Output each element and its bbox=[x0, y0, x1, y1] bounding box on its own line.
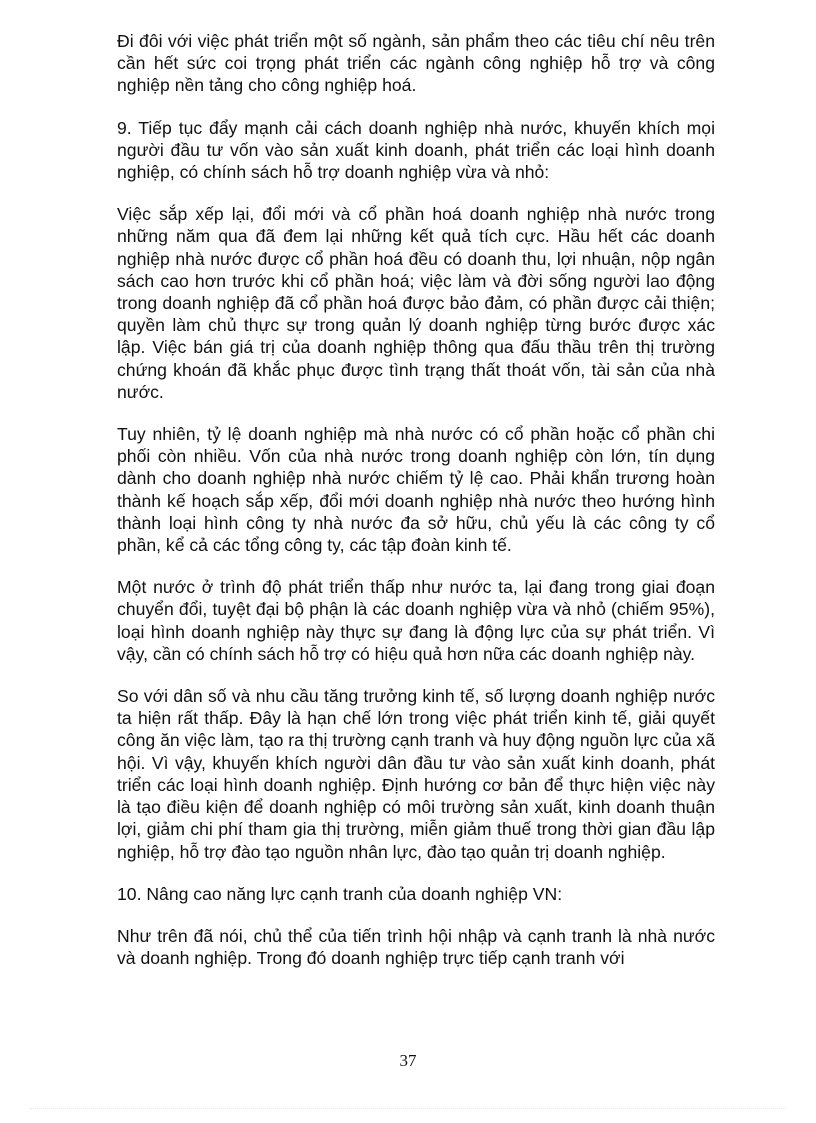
document-body bbox=[117, 30, 715, 969]
paragraph-competition: Như trên đã nói, chủ thể của tiến trình hội nhập và cạnh tranh là nhà nước và doanh nghiệp. Trong đó doanh nghiệp trực tiếp cạnh tranh với bbox=[117, 925, 715, 969]
paragraph-gap bbox=[117, 403, 715, 423]
section-10-heading: 10. Nâng cao năng lực cạnh tranh của doanh nghiệp VN: bbox=[117, 883, 563, 904]
paragraph-gap bbox=[117, 665, 715, 685]
paragraph-state-ownership: Tuy nhiên, tỷ lệ doanh nghiệp mà nhà nước có cổ phần hoặc cổ phần chi phối còn nhiều. Vốn của nhà nước trong doanh nghiệp còn lớn, tín dụng dành cho doanh nghiệp nhà nước chiếm tỷ lệ cao. Phải khẩn trương hoàn thành kế hoạch sắp xếp, đổi mới doanh nghiệp nhà nước theo hướng hình thành loại hình công ty nhà nước đa sở hữu, chủ yếu là các công ty cổ phần, kể cả các tổng công ty, các tập đoàn kinh tế. bbox=[117, 424, 715, 556]
paragraph-enterprise-count: So với dân số và nhu cầu tăng trưởng kinh tế, số lượng doanh nghiệp nước ta hiện rất thấp. Đây là hạn chế lớn trong việc phát triển kinh tế, giải quyết công ăn việc làm, tạo ra thị trường cạnh tranh và huy động nguồn lực của xã hội. Vì vậy, khuyến khích người dân đầu tư vào sản xuất kinh doanh, phát triển các loại hình doanh nghiệp. Định hướng cơ bản để thực hiện việc này là tạo điều kiện để doanh nghiệp có môi trường sản xuất, kinh doanh thuận lợi, giảm chi phí tham gia thị trường, miễn giảm thuế trong thời gian đầu lập nghiệp, hỗ trợ đào tạo nguồn nhân lực, đào tạo quản trị doanh nghiệp. bbox=[117, 686, 715, 862]
page-number: 37 bbox=[399, 1051, 417, 1070]
paragraph-gap bbox=[117, 556, 715, 576]
section-9-heading: 9. Tiếp tục đẩy mạnh cải cách doanh nghiệp nhà nước, khuyến khích mọi người đầu tư vốn vào sản xuất kinh doanh, phát triển các loại hình doanh nghiệp, có chính sách hỗ trợ doanh nghiệp vừa và nhỏ: bbox=[117, 117, 715, 183]
paragraph-gap bbox=[117, 863, 715, 883]
paragraph-gap bbox=[117, 905, 715, 925]
paragraph-gap bbox=[117, 183, 715, 203]
paragraph-gap bbox=[117, 97, 715, 117]
paragraph-supporting-industries: Đi đôi với việc phát triển một số ngành, sản phẩm theo các tiêu chí nêu trên cần hết sức coi trọng phát triển các ngành công nghiệp hỗ trợ và công nghiệp nền tảng cho công nghiệp hoá. bbox=[117, 31, 715, 96]
paragraph-equitization-results: Việc sắp xếp lại, đổi mới và cổ phần hoá doanh nghiệp nhà nước trong những năm qua đã đem lại những kết quả tích cực. Hầu hết các doanh nghiệp nhà nước được cổ phần hoá đều có doanh thu, lợi nhuận, nộp ngân sách cao hơn trước khi cổ phần hoá; việc làm và đời sống người lao động trong doanh nghiệp đã cổ phần hoá được bảo đảm, có phần được cải thiện; quyền làm chủ thực sự trong quản lý doanh nghiệp từng bước được xác lập. Việc bán giá trị của doanh nghiệp thông qua đấu thầu trên thị trường chứng khoán đã khắc phục được tình trạng thất thoát vốn, tài sản của nhà nước. bbox=[117, 204, 715, 402]
paragraph-sme-support: Một nước ở trình độ phát triển thấp như nước ta, lại đang trong giai đoạn chuyển đổi, tuyệt đại bộ phận là các doanh nghiệp vừa và nhỏ (chiếm 95%), loại hình doanh nghiệp này thực sự đang là động lực của sự phát triển. Vì vậy, cần có chính sách hỗ trợ có hiệu quả hơn nữa các doanh nghiệp này. bbox=[117, 577, 715, 664]
page-bottom-divider bbox=[30, 1108, 786, 1109]
